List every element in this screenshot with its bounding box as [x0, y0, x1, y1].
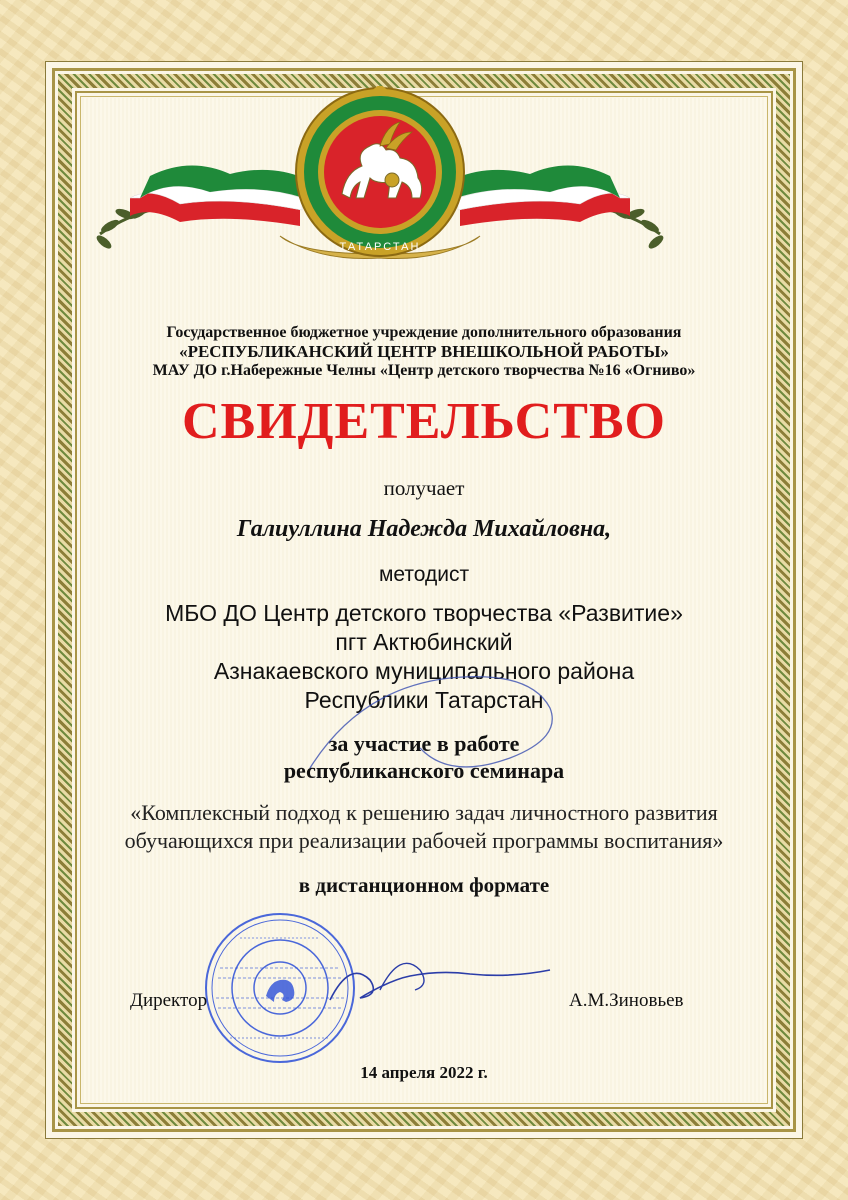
institution-line-1: МБО ДО Центр детского творчества «Развитие» [165, 600, 683, 626]
certificate-title: СВИДЕТЕЛЬСТВО [181, 393, 667, 450]
recipient-position: методист [378, 563, 470, 586]
recipient-name: Галиуллина Надежда Михайловна, [236, 516, 612, 542]
institution-line-3: Азнакаевского муниципального района [213, 658, 635, 684]
receives-label: получает [383, 476, 465, 500]
organization-line-3: МАУ ДО г.Набережные Челны «Центр детского творчества №16 «Огниво» [152, 362, 696, 379]
institution-line-4: Республики Татарстан [304, 687, 544, 713]
director-name: А.М.Зиновьев [569, 990, 684, 1011]
institution-line-2: пгт Актюбинский [335, 629, 513, 655]
tatarstan-emblem [80, 86, 680, 264]
director-label: Директор [130, 990, 208, 1011]
reason-line-2: республиканского семинара [283, 758, 565, 783]
organization-line-2: «РЕСПУБЛИКАНСКИЙ ЦЕНТР ВНЕШКОЛЬНОЙ РАБОТЫ» [179, 342, 669, 361]
director-signature [320, 940, 560, 1020]
participation-format: в дистанционном формате [298, 873, 550, 897]
seminar-title-line-1: «Комплексный подход к решению задач личностного развития [130, 800, 718, 825]
seminar-title-line-2: обучающихся при реализации рабочей программы воспитания» [124, 828, 724, 853]
pen-scribble [300, 648, 580, 788]
issue-date: 14 апреля 2022 г. [360, 1063, 488, 1082]
left-flag-ribbon [130, 165, 304, 226]
organization-line-1: Государственное бюджетное учреждение дополнительного образования [166, 324, 682, 341]
reason-line-1: за участие в работе [328, 731, 520, 756]
emblem-text: ТАТАРСТАН [339, 241, 421, 253]
right-flag-ribbon [456, 165, 630, 226]
